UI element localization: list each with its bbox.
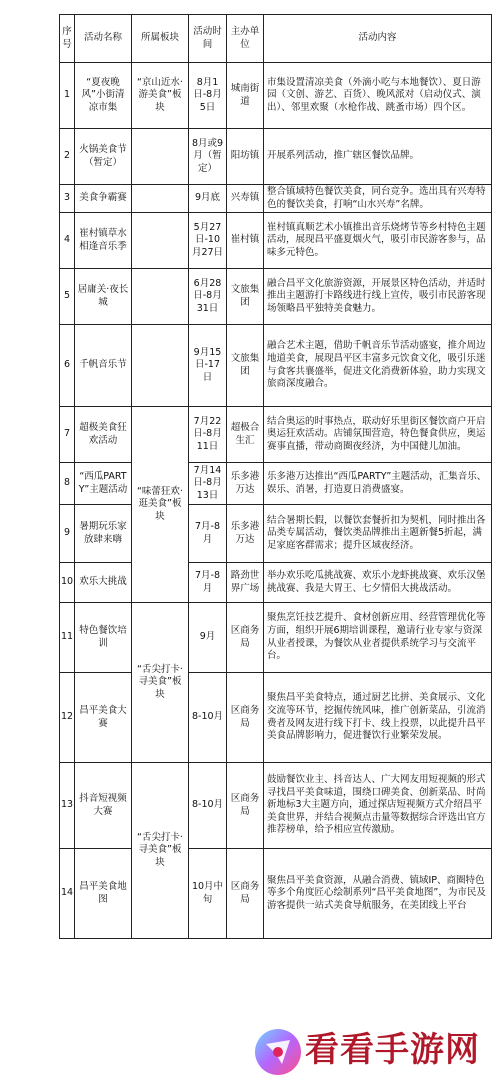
activity-time: 7月-8月 bbox=[189, 505, 227, 563]
table-header-row bbox=[60, 15, 492, 63]
section-cell bbox=[132, 325, 189, 407]
organizer: 超极合生汇 bbox=[227, 407, 264, 463]
activity-name: 暑期玩乐家 放肆来嗨 bbox=[75, 505, 132, 563]
activity-time: 9月底 bbox=[189, 185, 227, 213]
row-number: 12 bbox=[60, 673, 75, 763]
activity-name: 居庸关·夜长城 bbox=[75, 269, 132, 325]
activity-time: 7月14日-8月13日 bbox=[189, 463, 227, 505]
activity-content: 融合昌平文化旅游资源，开展景区特色活动，并适时推出主题游打卡路线进行线上宣传，吸引市民游客现场领略昌平独特美食魅力。 bbox=[264, 269, 492, 325]
organizer: 区商务局 bbox=[227, 849, 264, 939]
activity-content: 鼓励餐饮业主、抖音达人、广大网友用短视频的形式寻找昌平美食味道，围绕口碑美食、创新菜品、时尚新地标3大主题方向，通过探店短视频方式介绍昌平美食世界，并结合视频点击量等数据综合评选出官方推荐榜单，给予相应宣传激励。 bbox=[264, 763, 492, 849]
watermark-text: 看看手游网 bbox=[305, 1030, 480, 1070]
game-logo-icon bbox=[252, 1026, 304, 1078]
header-content: 活动内容 bbox=[264, 15, 492, 63]
table-row bbox=[60, 763, 492, 868]
activity-table bbox=[59, 14, 492, 939]
section-cell bbox=[132, 269, 189, 325]
row-number: 13 bbox=[60, 763, 75, 849]
table-row bbox=[60, 269, 492, 325]
activity-name: 昌平美食地图 bbox=[75, 849, 132, 939]
activity-content: 整合镇域特色餐饮美食，同台竞争。选出具有兴寿特色的餐饮美食，打响“山水兴寿”名牌。 bbox=[264, 185, 492, 213]
activity-time: 5月27日-10月27日 bbox=[189, 213, 227, 269]
activity-content: 结合暑期长假，以餐饮套餐折扣为契机，同时推出各品类专属活动，餐饮类品牌推出主题新餐5折起，满足家庭客群需求；提升区域夜经济。 bbox=[264, 505, 492, 563]
row-number: 10 bbox=[60, 563, 75, 603]
table-row bbox=[60, 325, 492, 407]
table-row bbox=[60, 63, 492, 129]
activity-time: 9月 bbox=[189, 603, 227, 673]
section-cell bbox=[132, 213, 189, 269]
activity-name: 欢乐大挑战 bbox=[75, 563, 132, 603]
activity-content: 结合奥运的时事热点，联动好乐里街区餐饮商户开启奥运狂欢活动。店铺氛围营造，特色餐食供应，奥运赛事直播，带动商圈夜经济，为中国健儿加油。 bbox=[264, 407, 492, 463]
activity-name: “西瓜PARTY”主题活动 bbox=[75, 463, 132, 505]
activity-name: 昌平美食大赛 bbox=[75, 673, 132, 763]
section-cell bbox=[132, 185, 189, 213]
organizer: 城南街道 bbox=[227, 63, 264, 129]
row-number: 9 bbox=[60, 505, 75, 563]
table-row bbox=[60, 463, 492, 505]
activity-time: 8-10月 bbox=[189, 763, 227, 849]
activity-name: 特色餐饮培训 bbox=[75, 603, 132, 673]
organizer: 区商务局 bbox=[227, 763, 264, 849]
row-number: 7 bbox=[60, 407, 75, 463]
section-cell: “舌尖打卡·寻美食”板块 bbox=[132, 603, 189, 763]
activity-name: “夏夜晚风”小街清凉市集 bbox=[75, 63, 132, 129]
activity-content: 举办欢乐吃瓜挑战赛、欢乐小龙虾挑战赛、欢乐汉堡挑战赛、我是大胃王、七夕情侣大挑战活动。 bbox=[264, 563, 492, 603]
activity-time: 8月1日-8月5日 bbox=[189, 63, 227, 129]
header-time: 活动时间 bbox=[189, 15, 227, 63]
row-number: 6 bbox=[60, 325, 75, 407]
row-number: 11 bbox=[60, 603, 75, 673]
activity-content: 市集设置清凉美食（外滴小吃与本地餐饮）、夏日游园（文创、游艺、百货）、晚风派对（启动仪式、演出）、邻里欢聚（水枪作战、跳蚤市场）四个区。 bbox=[264, 63, 492, 129]
activity-content: 融合艺术主题，借助千帆音乐节活动盛宴，推介周边地道美食，展现昌平区丰富多元饮食文化，吸引乐迷与食客共襄盛举，促进文化消费新体验，助力实现文旅商深度融合。 bbox=[264, 325, 492, 407]
activity-name: 千帆音乐节 bbox=[75, 325, 132, 407]
row-number: 3 bbox=[60, 185, 75, 213]
organizer: 乐多港万达 bbox=[227, 505, 264, 563]
row-number: 5 bbox=[60, 269, 75, 325]
activity-time: 8月或9月（暂定） bbox=[189, 129, 227, 185]
section-cell: “舌尖打卡·寻美食”板块 bbox=[132, 763, 189, 939]
activity-content: 聚焦烹饪技艺提升、食材创新应用、经营管理优化等方面，组织开展6期培训课程，邀请行业专家与资深从业者授课，为餐饮从业者提供系统学习与交流平台。 bbox=[264, 603, 492, 673]
table-row bbox=[60, 213, 492, 269]
activity-name: 美食争霸赛 bbox=[75, 185, 132, 213]
row-number: 14 bbox=[60, 849, 75, 939]
organizer: 文旅集团 bbox=[227, 325, 264, 407]
organizer: 乐多港万达 bbox=[227, 463, 264, 505]
organizer: 区商务局 bbox=[227, 603, 264, 673]
table-row bbox=[60, 129, 492, 185]
table-row bbox=[60, 603, 492, 700]
activity-name: 崔村镇草水相逢音乐季 bbox=[75, 213, 132, 269]
activity-time: 7月22日-8月11日 bbox=[189, 407, 227, 463]
activity-name: 超极美食狂欢活动 bbox=[75, 407, 132, 463]
table-row bbox=[60, 563, 492, 603]
activity-time: 7月-8月 bbox=[189, 563, 227, 603]
organizer: 区商务局 bbox=[227, 673, 264, 763]
header-organizer: 主办单位 bbox=[227, 15, 264, 63]
activity-name: 火锅美食节（暂定） bbox=[75, 129, 132, 185]
activity-content: 崔村镇真顺艺术小镇推出音乐烧烤节等乡村特色主题活动，展现昌平盛夏烟火气，吸引市民游客参与，品味多元特色。 bbox=[264, 213, 492, 269]
section-cell: “味蕾狂欢·逛美食”板块 bbox=[132, 407, 189, 603]
organizer: 阳坊镇 bbox=[227, 129, 264, 185]
organizer: 路劲世界广场 bbox=[227, 563, 264, 603]
activity-content: 乐多港万达推出“西瓜PARTY”主题活动，汇集音乐、娱乐、消暑，打造夏日消费盛宴。 bbox=[264, 463, 492, 505]
table-row bbox=[60, 673, 492, 763]
organizer: 文旅集团 bbox=[227, 269, 264, 325]
row-number: 4 bbox=[60, 213, 75, 269]
activity-time: 8-10月 bbox=[189, 673, 227, 763]
organizer: 崔村镇 bbox=[227, 213, 264, 269]
activity-content: 聚焦昌平美食资源，从融合消费、镇域IP、商圈特色等多个角度匠心绘制系列“昌平美食地图”，为市民及游客提供一站式美食导航服务，在美团线上平台 bbox=[264, 849, 492, 939]
activity-time: 6月28日-8月31日 bbox=[189, 269, 227, 325]
activity-time: 10月中旬 bbox=[189, 849, 227, 939]
row-number: 1 bbox=[60, 63, 75, 129]
activity-time: 9月15日-17日 bbox=[189, 325, 227, 407]
table-body bbox=[60, 63, 492, 939]
table-row bbox=[60, 505, 492, 563]
row-number: 8 bbox=[60, 463, 75, 505]
organizer: 兴寿镇 bbox=[227, 185, 264, 213]
activity-content: 聚焦昌平美食特点，通过厨艺比拼、美食展示、文化交流等环节，挖掘传统风味，推广创新菜品，引流消费者及网友进行线下打卡、线上投票，以此提升昌平美食品牌影响力，促进餐饮行业繁荣发展。 bbox=[264, 673, 492, 763]
header-name: 活动名称 bbox=[75, 15, 132, 63]
table-row bbox=[60, 185, 492, 213]
activity-content: 开展系列活动，推广辖区餐饮品牌。 bbox=[264, 129, 492, 185]
header-no: 序号 bbox=[60, 15, 75, 63]
activity-name: 抖音短视频大赛 bbox=[75, 763, 132, 849]
section-cell: “京山近水·游美食”板块 bbox=[132, 63, 189, 129]
section-cell bbox=[132, 129, 189, 185]
header-section: 所属板块 bbox=[132, 15, 189, 63]
table-row bbox=[60, 849, 492, 939]
row-number: 2 bbox=[60, 129, 75, 185]
